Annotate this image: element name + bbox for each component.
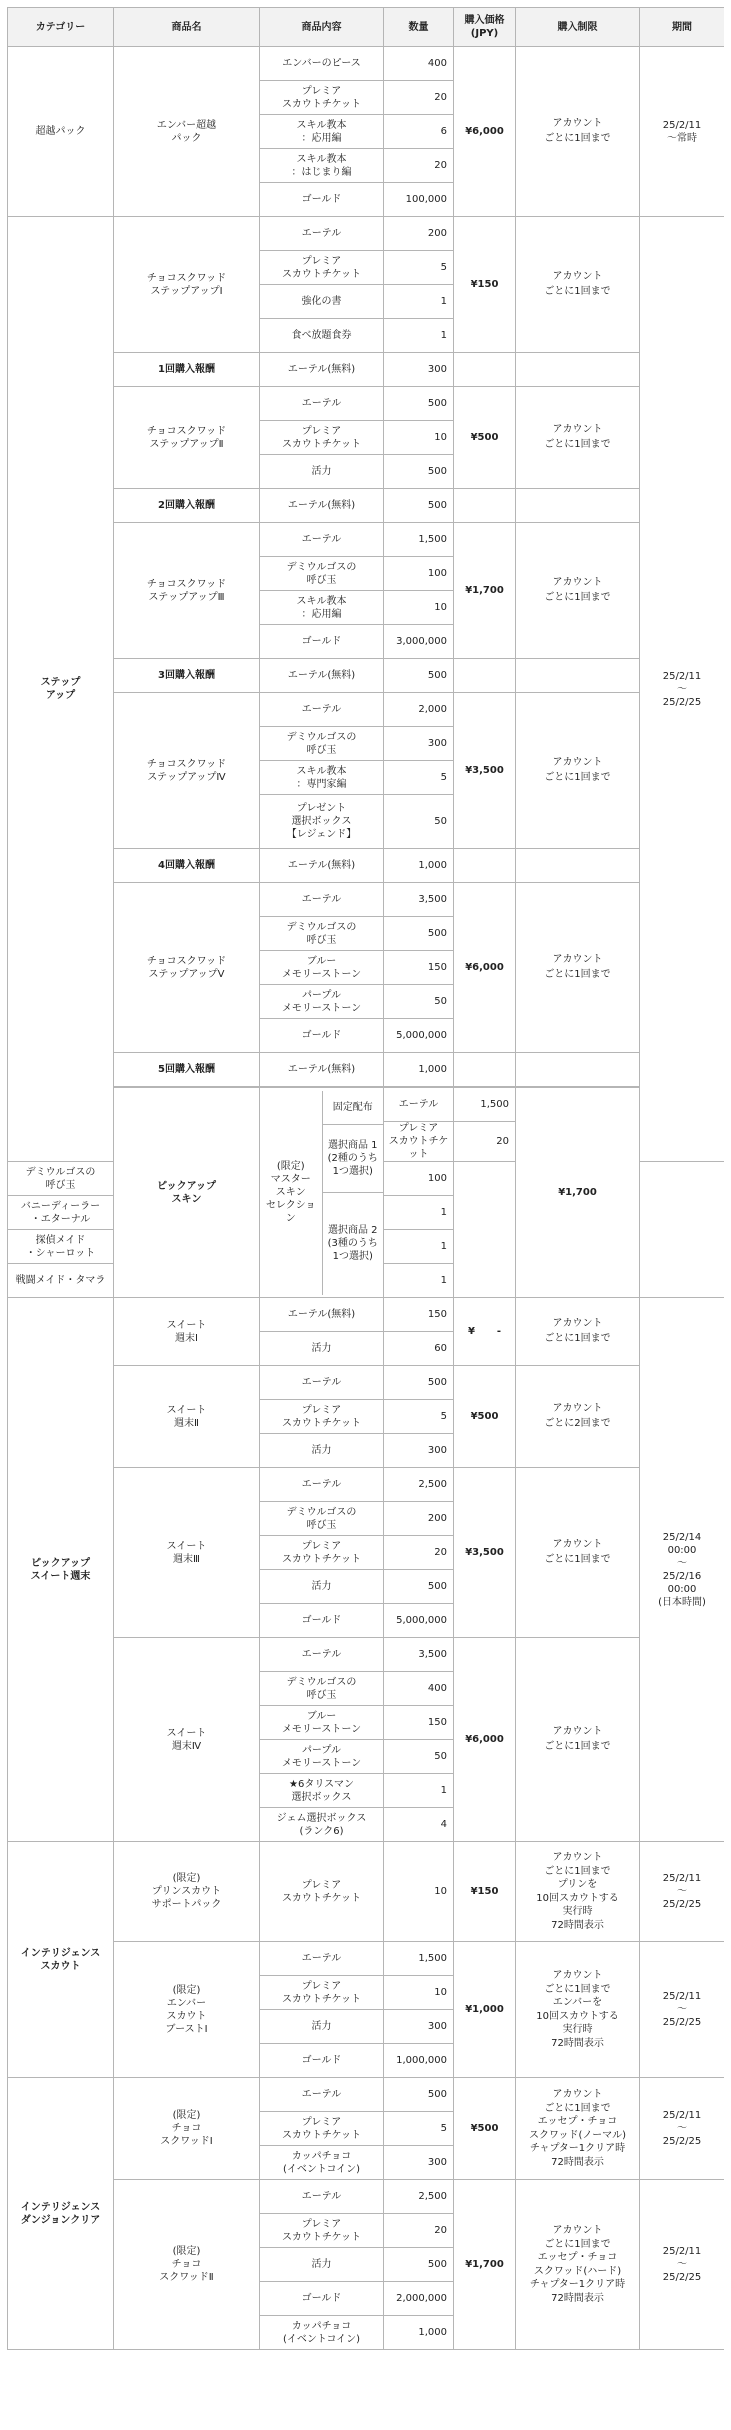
qty-cell: 50 xyxy=(384,1740,454,1774)
qty-cell: 1,500 xyxy=(384,1942,454,1976)
category-cell: 超越パック xyxy=(8,47,114,217)
content-cell: ゴールド xyxy=(260,183,384,217)
qty-cell: 100,000 xyxy=(384,183,454,217)
price-cell: ¥500 xyxy=(454,1366,516,1468)
qty-cell: 5 xyxy=(384,2112,454,2146)
qty-cell: 150 xyxy=(384,1298,454,1332)
limit-cell: アカウント ごとに1回まで エッセプ・チョコ スクワッド(ノーマル) チャプター1クリア時 72時間表示 xyxy=(516,2078,640,2180)
content-cell: エーテル xyxy=(260,217,384,251)
content-cell: ゴールド xyxy=(260,1019,384,1053)
product-name-cell: スイート 週末Ⅲ xyxy=(114,1468,260,1638)
header-price: 購入価格 (JPY) xyxy=(454,8,516,47)
qty-cell: 20 xyxy=(384,1536,454,1570)
limit-cell: アカウント ごとに1回まで xyxy=(516,693,640,849)
content-cell: バニーディーラー ・エターナル xyxy=(8,1196,114,1230)
qty-cell: 1,000 xyxy=(384,2316,454,2350)
content-cell: エーテル(無料) xyxy=(260,1053,384,1087)
qty-cell: 2,000 xyxy=(384,693,454,727)
content-cell: エーテル xyxy=(384,1088,454,1122)
product-name-cell: (限定) チョコ スクワッドⅡ xyxy=(114,2180,260,2350)
qty-cell: 20 xyxy=(454,1122,516,1162)
limit-cell: アカウント ごとに2回まで xyxy=(516,1366,640,1468)
price-cell: ¥6,000 xyxy=(454,883,516,1053)
content-cell: ゴールド xyxy=(260,2044,384,2078)
price-cell: ¥3,500 xyxy=(454,1468,516,1638)
content-cell: プレミア スカウトチケット xyxy=(260,251,384,285)
qty-cell: 3,500 xyxy=(384,1638,454,1672)
table-row xyxy=(8,1298,725,1332)
content-cell: エーテル(無料) xyxy=(260,489,384,523)
qty-cell: 1,000 xyxy=(384,849,454,883)
qty-cell: 5,000,000 xyxy=(384,1604,454,1638)
limit-cell: アカウント ごとに1回まで エンバーを 10回スカウトする 実行時 72時間表示 xyxy=(516,1942,640,2078)
qty-cell: 5,000,000 xyxy=(384,1019,454,1053)
table-row xyxy=(8,489,725,523)
qty-cell: 60 xyxy=(384,1332,454,1366)
qty-cell: 1 xyxy=(384,1264,454,1298)
content-cell: エーテル xyxy=(260,2078,384,2112)
header-qty: 数量 xyxy=(384,8,454,47)
price-cell xyxy=(454,353,516,387)
content-cell: 活力 xyxy=(260,1332,384,1366)
content-cell: パープル メモリーストーン xyxy=(260,1740,384,1774)
product-name-cell: スイート 週末Ⅳ xyxy=(114,1638,260,1842)
content-cell: 探偵メイド ・シャーロット xyxy=(8,1230,114,1264)
content-cell: 戦闘メイド・タマラ xyxy=(8,1264,114,1298)
product-name-cell: (限定) プリンスカウト サポートパック xyxy=(114,1842,260,1942)
limit-cell xyxy=(516,659,640,693)
qty-cell: 500 xyxy=(384,455,454,489)
qty-cell: 2,500 xyxy=(384,2180,454,2214)
product-name-cell: チョコスクワッド ステップアップⅢ xyxy=(114,523,260,659)
price-cell: ¥500 xyxy=(454,2078,516,2180)
qty-cell: 300 xyxy=(384,1434,454,1468)
limit-cell xyxy=(516,353,640,387)
header-category: カテゴリー xyxy=(8,8,114,47)
price-cell: ¥6,000 xyxy=(454,47,516,217)
content-cell: カッパチョコ (イベントコイン) xyxy=(260,2146,384,2180)
qty-cell: 20 xyxy=(384,149,454,183)
limit-cell: アカウント ごとに1回まで xyxy=(516,1638,640,1842)
price-cell xyxy=(454,849,516,883)
period-cell: 25/2/11 ～ 25/2/25 xyxy=(640,217,725,1162)
table-row xyxy=(8,1053,725,1087)
qty-cell: 1,500 xyxy=(454,1088,516,1122)
qty-cell: 1 xyxy=(384,319,454,353)
table-row xyxy=(8,353,725,387)
period-cell: 25/2/14 00:00 ～ 25/2/16 00:00 (日本時間) xyxy=(640,1298,725,1842)
qty-cell: 3,500 xyxy=(384,883,454,917)
qty-cell: 2,500 xyxy=(384,1468,454,1502)
qty-cell: 200 xyxy=(384,217,454,251)
price-cell: ¥1,000 xyxy=(454,1942,516,2078)
content-cell: エーテル(無料) xyxy=(260,849,384,883)
qty-cell: 500 xyxy=(384,917,454,951)
qty-cell: 500 xyxy=(384,2078,454,2112)
period-cell: 25/2/11 ～ 25/2/25 xyxy=(640,1842,725,1942)
content-cell: パープル メモリーストーン xyxy=(260,985,384,1019)
qty-cell: 1,000,000 xyxy=(384,2044,454,2078)
product-name-cell: チョコスクワッド ステップアップⅡ xyxy=(114,387,260,489)
content-cell: スキル教本 ：専門家編 xyxy=(260,761,384,795)
content-cell: プレミア スカウトチケット xyxy=(260,2214,384,2248)
content-cell: デミウルゴスの 呼び玉 xyxy=(260,917,384,951)
period-cell: 25/2/11 ～ 25/2/25 xyxy=(640,2078,725,2180)
content-cell: プレミア スカウトチケット xyxy=(260,81,384,115)
sub-select1-label: 選択商品 1 (2種のうち 1つ選択) xyxy=(322,1125,383,1193)
qty-cell: 10 xyxy=(384,1976,454,2010)
table-row xyxy=(8,693,725,727)
content-cell: エーテル(無料) xyxy=(260,353,384,387)
content-cell: スキル教本 ：応用編 xyxy=(260,115,384,149)
content-cell: デミウルゴスの 呼び玉 xyxy=(260,557,384,591)
category-cell: インテリジェンス スカウト xyxy=(8,1842,114,2078)
category-cell: ピックアップ スキン xyxy=(114,1088,260,1298)
qty-cell: 400 xyxy=(384,47,454,81)
table-header-row xyxy=(8,8,725,47)
content-cell: エーテル xyxy=(260,1638,384,1672)
content-cell: 活力 xyxy=(260,2248,384,2282)
qty-cell: 1,000 xyxy=(384,1053,454,1087)
content-cell: エーテル xyxy=(260,2180,384,2214)
content-cell: エーテル xyxy=(260,387,384,421)
qty-cell: 300 xyxy=(384,727,454,761)
content-cell: プレミア スカウトチケット xyxy=(260,1842,384,1942)
period-cell: 25/2/11 ～常時 xyxy=(640,47,725,217)
sub-select2-label: 選択商品 2 (3種のうち 1つ選択) xyxy=(327,1225,378,1263)
price-cell: ¥ - xyxy=(454,1298,516,1366)
price-cell xyxy=(454,659,516,693)
table-row xyxy=(8,1842,725,1942)
sales-table xyxy=(7,7,724,2350)
content-cell: 活力 xyxy=(260,2010,384,2044)
qty-cell: 500 xyxy=(384,1570,454,1604)
qty-cell: 500 xyxy=(384,1366,454,1400)
content-cell: デミウルゴスの 呼び玉 xyxy=(260,727,384,761)
category-cell: ステップ アップ xyxy=(8,217,114,1162)
content-cell: デミウルゴスの 呼び玉 xyxy=(260,1502,384,1536)
header-product: 商品名 xyxy=(114,8,260,47)
content-cell: スキル教本 ：はじまり編 xyxy=(260,149,384,183)
qty-cell: 2,000,000 xyxy=(384,2282,454,2316)
product-subtable xyxy=(260,1091,383,1295)
content-cell: カッパチョコ (イベントコイン) xyxy=(260,2316,384,2350)
table-row xyxy=(8,1942,725,1976)
table-row xyxy=(8,217,725,251)
table-row xyxy=(8,659,725,693)
qty-cell: 5 xyxy=(384,251,454,285)
price-cell: ¥150 xyxy=(454,217,516,353)
limit-cell: アカウント ごとに1回まで xyxy=(516,883,640,1053)
product-name-cell: (限定) チョコ スクワッドⅠ xyxy=(114,2078,260,2180)
category-cell: インテリジェンス ダンジョンクリア xyxy=(8,2078,114,2350)
qty-cell: 5 xyxy=(384,1400,454,1434)
qty-cell: 100 xyxy=(384,1162,454,1196)
content-cell: デミウルゴスの 呼び玉 xyxy=(260,1672,384,1706)
limit-cell: アカウント ごとに1回まで xyxy=(516,1298,640,1366)
limit-cell: アカウント ごとに1回まで プリンを 10回スカウトする 実行時 72時間表示 xyxy=(516,1842,640,1942)
qty-cell: 6 xyxy=(384,115,454,149)
content-cell: ゴールド xyxy=(260,1604,384,1638)
limit-cell: アカウント ごとに1回まで xyxy=(516,387,640,489)
limit-cell xyxy=(516,489,640,523)
content-cell: エーテル(無料) xyxy=(260,1298,384,1332)
table-row xyxy=(8,523,725,557)
price-cell: ¥1,700 xyxy=(454,523,516,659)
reward-name-cell: 3回購入報酬 xyxy=(114,659,260,693)
qty-cell: 1 xyxy=(384,1230,454,1264)
qty-cell: 20 xyxy=(384,2214,454,2248)
qty-cell: 1 xyxy=(384,285,454,319)
product-name-cell: チョコスクワッド ステップアップⅠ xyxy=(114,217,260,353)
header-period: 期間 xyxy=(640,8,725,47)
content-cell: 活力 xyxy=(260,1434,384,1468)
qty-cell: 4 xyxy=(384,1808,454,1842)
qty-cell: 3,000,000 xyxy=(384,625,454,659)
table-row xyxy=(8,1088,725,1122)
content-cell: ★6タリスマン 選択ボックス xyxy=(260,1774,384,1808)
sales-table-wrapper xyxy=(7,7,724,2423)
qty-cell: 300 xyxy=(384,2010,454,2044)
qty-cell: 100 xyxy=(384,557,454,591)
reward-name-cell: 2回購入報酬 xyxy=(114,489,260,523)
reward-name-cell: 5回購入報酬 xyxy=(114,1053,260,1087)
content-cell: プレゼント 選択ボックス 【レジェンド】 xyxy=(260,795,384,849)
content-cell: 活力 xyxy=(260,455,384,489)
content-cell: ジェム選択ボックス (ランク6) xyxy=(260,1808,384,1842)
table-row xyxy=(8,1468,725,1502)
content-cell: スキル教本 ：応用編 xyxy=(260,591,384,625)
qty-cell: 500 xyxy=(384,387,454,421)
product-name-cell: チョコスクワッド ステップアップⅤ xyxy=(114,883,260,1053)
table-row xyxy=(8,883,725,917)
reward-name-cell: 4回購入報酬 xyxy=(114,849,260,883)
limit-cell: アカウント ごとに1回まで エッセプ・チョコ スクワッド(ハード) チャプター1クリア時 72時間表示 xyxy=(516,2180,640,2350)
content-cell: エーテル xyxy=(260,1942,384,1976)
content-cell: デミウルゴスの 呼び玉 xyxy=(8,1162,114,1196)
table-row xyxy=(8,1638,725,1672)
limit-cell xyxy=(516,849,640,883)
qty-cell: 300 xyxy=(384,353,454,387)
content-cell: エーテル xyxy=(260,523,384,557)
content-cell: ゴールド xyxy=(260,2282,384,2316)
qty-cell: 50 xyxy=(384,795,454,849)
content-cell: エーテル xyxy=(260,883,384,917)
qty-cell: 1 xyxy=(384,1774,454,1808)
content-cell: プレミア スカウトチケット xyxy=(260,1400,384,1434)
table-row xyxy=(8,849,725,883)
product-name-cell xyxy=(260,1088,384,1298)
content-cell: エーテル xyxy=(260,1366,384,1400)
qty-cell: 1 xyxy=(384,1196,454,1230)
qty-cell: 50 xyxy=(384,985,454,1019)
content-cell: ブルー メモリーストーン xyxy=(260,951,384,985)
period-cell: 25/2/11 ～ 25/2/25 xyxy=(640,2180,725,2350)
qty-cell: 10 xyxy=(384,591,454,625)
header-content: 商品内容 xyxy=(260,8,384,47)
table-row xyxy=(8,47,725,81)
price-cell: ¥1,700 xyxy=(454,2180,516,2350)
content-cell: プレミア スカウトチケット xyxy=(260,421,384,455)
qty-cell: 150 xyxy=(384,1706,454,1740)
product-name-cell: エンバー超越 パック xyxy=(114,47,260,217)
limit-cell: アカウント ごとに1回まで xyxy=(516,217,640,353)
qty-cell: 20 xyxy=(384,81,454,115)
price-cell xyxy=(454,1053,516,1087)
product-name-cell: スイート 週末Ⅰ xyxy=(114,1298,260,1366)
price-cell: ¥6,000 xyxy=(454,1638,516,1842)
qty-cell: 500 xyxy=(384,2248,454,2282)
qty-cell: 10 xyxy=(384,1842,454,1942)
price-cell: ¥500 xyxy=(454,387,516,489)
qty-cell: 1,500 xyxy=(384,523,454,557)
content-cell: プレミア スカウトチケット xyxy=(260,1976,384,2010)
content-cell: ブルー メモリーストーン xyxy=(260,1706,384,1740)
content-cell: プレミア スカウトチケット xyxy=(260,2112,384,2146)
content-cell: 強化の書 xyxy=(260,285,384,319)
qty-cell: 400 xyxy=(384,1672,454,1706)
limit-cell: アカウント ごとに1回まで xyxy=(516,523,640,659)
content-cell: ゴールド xyxy=(260,625,384,659)
content-cell: プレミア スカウトチケット xyxy=(384,1122,454,1162)
header-limit: 購入制限 xyxy=(516,8,640,47)
price-cell: ¥1,700 xyxy=(516,1088,640,1298)
qty-cell: 5 xyxy=(384,761,454,795)
content-cell: エーテル xyxy=(260,1468,384,1502)
qty-cell: 200 xyxy=(384,1502,454,1536)
limit-cell: アカウント ごとに1回まで xyxy=(516,1468,640,1638)
category-cell: ピックアップ スイート週末 xyxy=(8,1298,114,1842)
qty-cell: 150 xyxy=(384,951,454,985)
table-row xyxy=(8,2078,725,2112)
reward-name-cell: 1回購入報酬 xyxy=(114,353,260,387)
product-name-text: (限定) マスター スキン セレクション xyxy=(260,1091,322,1295)
content-cell: 食べ放題食券 xyxy=(260,319,384,353)
period-cell: 25/2/11 ～ 25/2/25 xyxy=(640,1942,725,2078)
product-name-cell: スイート 週末Ⅱ xyxy=(114,1366,260,1468)
content-cell: 活力 xyxy=(260,1570,384,1604)
table-row xyxy=(8,2180,725,2214)
table-row xyxy=(8,387,725,421)
content-cell: プレミア スカウトチケット xyxy=(260,1536,384,1570)
price-cell: ¥150 xyxy=(454,1842,516,1942)
product-name-cell: (限定) エンバー スカウト ブーストⅠ xyxy=(114,1942,260,2078)
limit-cell xyxy=(516,1053,640,1087)
limit-cell: アカウント ごとに1回まで xyxy=(516,47,640,217)
content-cell: エンバーのピース xyxy=(260,47,384,81)
table-row xyxy=(8,1366,725,1400)
content-cell: エーテル(無料) xyxy=(260,659,384,693)
price-cell xyxy=(454,489,516,523)
qty-cell: 300 xyxy=(384,2146,454,2180)
price-cell: ¥3,500 xyxy=(454,693,516,849)
qty-cell: 500 xyxy=(384,659,454,693)
product-name-cell: チョコスクワッド ステップアップⅣ xyxy=(114,693,260,849)
content-cell: エーテル xyxy=(260,693,384,727)
sub-fixed-label: 固定配布 xyxy=(322,1091,383,1125)
qty-cell: 10 xyxy=(384,421,454,455)
qty-cell: 500 xyxy=(384,489,454,523)
